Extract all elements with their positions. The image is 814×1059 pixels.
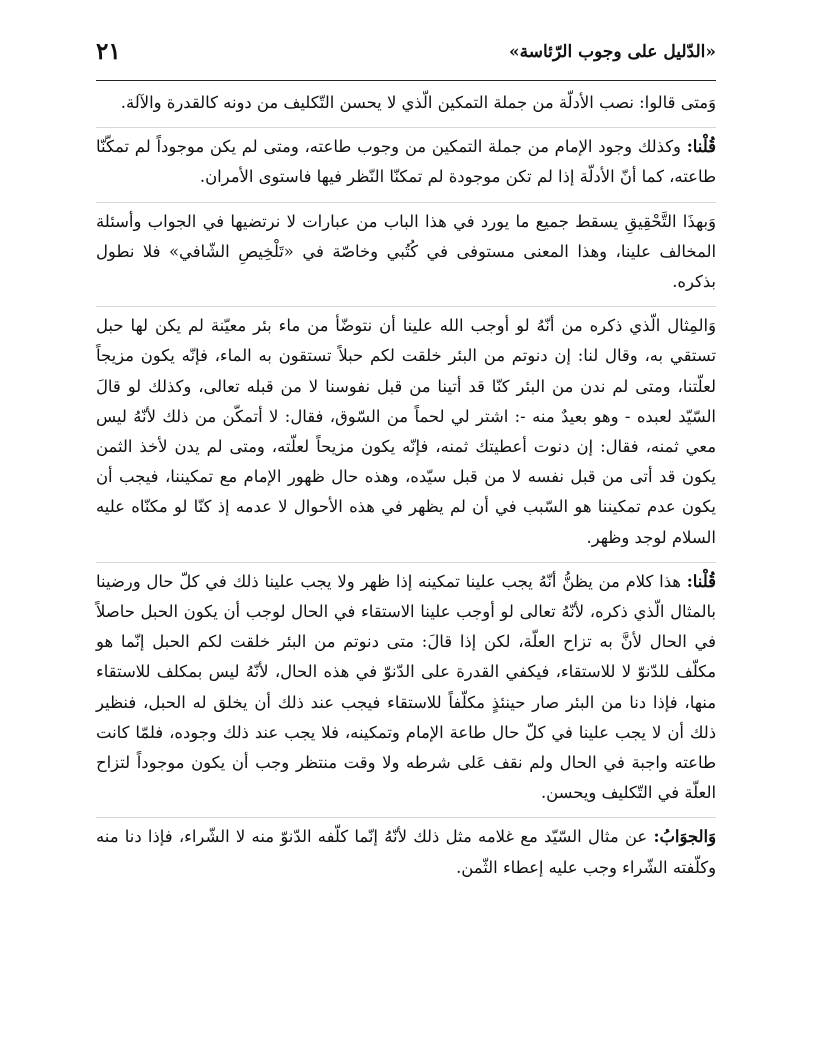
paragraph-verification (96, 202, 716, 307)
paragraph-answer-master-example (96, 817, 716, 891)
paragraph-text: عن مثال السّيّد مع غلامه مثل ذلك لأنّهُ إنّما كلّفه الدّنوّ منه لا الشّراء، فإذا دنا منه وكلّفته الشّراء وجب عليه إعطاء الثّمن. (96, 827, 716, 877)
page-header (96, 38, 716, 78)
paragraph-well-example (96, 306, 716, 562)
paragraph-lead: قُلْنا: (686, 137, 716, 157)
paragraph-text: وَمتى قالوا: نصب الأدلّة من جملة التمكين الّذي لا يحسن التّكليف من دونه كالقدرة والآلة. (120, 93, 716, 112)
paragraph-lead: وَالجوَابُ: (653, 827, 716, 847)
paragraph-text: وكذلك وجود الإمام من جملة التمكين من وجوب طاعته، ومتى لم يكن موجوداً لم تمكّنّا طاعته، كما أنّ الأدلّة إذا لم تكن موجودة لم تمكنّا النّظر فيها فاستوى الأمران. (96, 137, 716, 187)
paragraph-lead: قُلْنا: (686, 571, 716, 591)
body-text (96, 88, 716, 892)
paragraph-reply-well-example (96, 562, 716, 818)
page-number: ٢١ (96, 38, 121, 65)
running-title: «الدّليل على وجوب الرّئاسة» (508, 42, 716, 62)
paragraph-objection-proofs (96, 88, 716, 127)
paragraph-text: هذا كلام من يظنُّ أنّهُ يجب علينا تمكينه إذا ظهر ولا يجب علينا ذلك في كلّ حال ورضينا بالمثال الّذي ذكره، لأنّهُ تعالى لو أوجب علينا الاستقاء في الحال لوجب أن يكون الحبل حاصلاً في الحال لأنَّ به تزاح العلّة، لكن إذا قالَ: متى دنوتم من البئر خلقت لكم الحبل إنّما هو مكلّف للدّنوّ لا للاستقاء، فيكفي القدرة على الدّنوّ في هذه الحال، لأنّهُ ليس بمكلف للاستقاء منها، فإذا دنا من البئر صار حينئذٍ مكلّفاً للاستقاء فيجب عند ذلك أن يخلق له الحبل، فنظير ذلك أن لا يجب علينا في كلّ حال طاعة الإمام وتمكينه، فلا يجب عند ذلك وجوده، فلمّا كانت طاعته واجبة في الحال ولم نقف عَلى شرطه ولا وقت منتظر وجب أن يكون موجوداً لتزاح العلّة في التّكليف ويحسن. (96, 571, 716, 803)
paragraph-text: وَبهذَا التَّحْقِيقِ يسقط جميع ما يورد في هذا الباب من عبارات لا نرتضيها في الجواب وأسئلة المخالف علينا، وهذا المعنى مستوفى في كُتُبي وخاصّة في «تَلْخِيصِ الشّافي» فلا نطول بذكره. (96, 211, 716, 292)
paragraph-reply-imam-existence (96, 127, 716, 201)
paragraph-text: وَالمِثال الّذي ذكره من أنّهُ لو أوجب الله علينا أن نتوضّأ من ماء بئر معيّنة لم يكن لها حبل تستقي به، وقال لنا: إن دنوتم من البئر خلقت لكم حبلاً تستقون به الماء، فإنّه يكون مزيجاً لعلّتنا، ومتى لم ندن من البئر كنّا قد أتينا من قبل نفوسنا لا من قبله تعالى، وكذلك لو قالَ السّيّد لعبده - وهو بعيدٌ منه -: اشتر لي لحماً من السّوق، فقال: لا أتمكّن من ذلك لأنّهُ ليس معي ثمنه، فقال: إن دنوت أعطيتك ثمنه، فإنّه يكون مزيحاً لعلّته، ومتى لم يدن لأخذ الثمن يكون قد أتى من قبل نفسه لا من قبل سيّده، وهذه حال ظهور الإمام مع تمكيننا، فيجب أن يكون عدم تمكيننا هو السّبب في أن لم يظهر في هذه الأحوال لا عدمه إذ كنّا لو مكنّاه عليه السلام لوجد وظهر. (96, 316, 716, 547)
header-divider (96, 80, 716, 81)
